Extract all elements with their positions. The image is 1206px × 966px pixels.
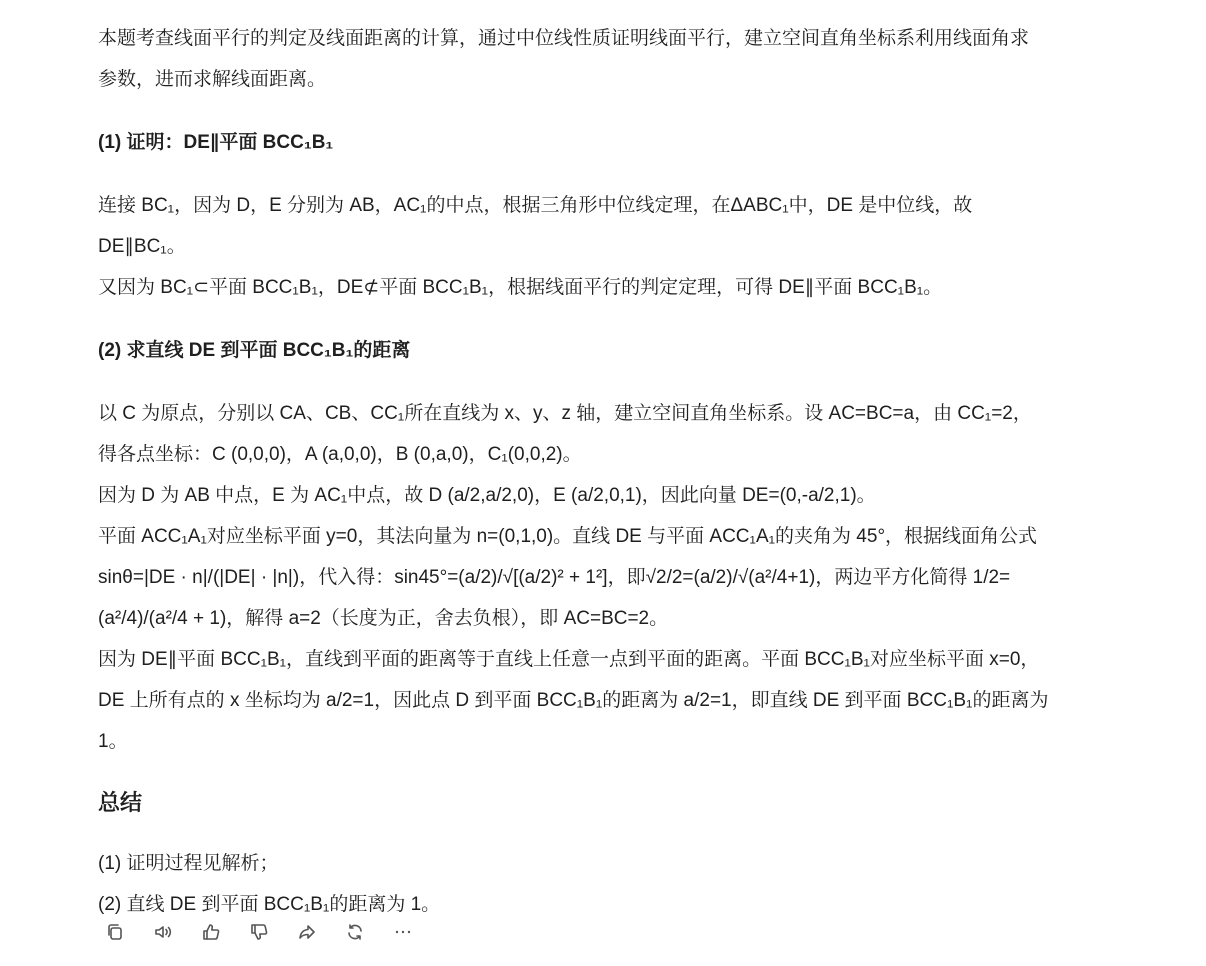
copy-icon — [105, 922, 125, 942]
part2-line-1: 以 C 为原点，分别以 CA、CB、CC₁所在直线为 x、y、z 轴，建立空间直角坐标系。设 AC=BC=a，由 CC₁=2， — [98, 403, 1032, 424]
intro-line-1: 本题考查线面平行的判定及线面距离的计算，通过中位线性质证明线面平行，建立空间直角坐标系利用线面角求 — [98, 28, 1030, 49]
regenerate-button[interactable] — [342, 919, 368, 945]
part2-line-2: 得各点坐标：C (0,0,0)，A (a,0,0)，B (0,a,0)，C₁(0,0,2)。 — [98, 444, 582, 465]
regenerate-icon — [345, 922, 365, 942]
part2-line-4: 平面 ACC₁A₁对应坐标平面 y=0，其法向量为 n=(0,1,0)。直线 DE 与平面 ACC₁A₁的夹角为 45°，根据线面角公式 — [98, 526, 1038, 547]
summary-heading: 总结 — [98, 790, 143, 815]
part2-line-7: 因为 DE∥平面 BCC₁B₁，直线到平面的距离等于直线上任意一点到平面的距离。平面 BCC₁B₁对应坐标平面 x=0， — [98, 649, 1040, 670]
more-button[interactable] — [390, 919, 416, 945]
part2-line-6: (a²/4)/(a²/4 + 1)，解得 a=2（长度为正，舍去负根），即 AC=BC=2。 — [98, 608, 669, 629]
thumbs-down-icon — [249, 922, 269, 942]
summary-line-1: (1) 证明过程见解析； — [98, 853, 279, 874]
intro-line-2: 参数，进而求解线面距离。 — [98, 69, 327, 90]
share-button[interactable] — [294, 919, 320, 945]
part2-line-9: 1。 — [98, 731, 128, 752]
thumbs-up-icon — [201, 922, 221, 942]
dislike-button[interactable] — [246, 919, 272, 945]
more-icon — [393, 922, 413, 942]
part1-line-3: 又因为 BC₁⊂平面 BCC₁B₁，DE⊄平面 BCC₁B₁，根据线面平行的判定定理，可得 DE∥平面 BCC₁B₁。 — [98, 277, 943, 298]
part2-line-3: 因为 D 为 AB 中点，E 为 AC₁中点，故 D (a/2,a/2,0)，E (a/2,0,1)，因此向量 DE=(0,-a/2,1)。 — [98, 485, 876, 506]
part2-heading: (2) 求直线 DE 到平面 BCC₁B₁的距离 — [98, 340, 411, 361]
summary-line-2: (2) 直线 DE 到平面 BCC₁B₁的距离为 1。 — [98, 894, 441, 915]
message-actions-toolbar — [102, 918, 416, 946]
copy-button[interactable] — [102, 919, 128, 945]
part1-heading: (1) 证明：DE∥平面 BCC₁B₁ — [98, 132, 334, 153]
share-icon — [297, 922, 317, 942]
like-button[interactable] — [198, 919, 224, 945]
read-aloud-button[interactable] — [150, 919, 176, 945]
part1-line-2: DE∥BC₁。 — [98, 236, 186, 257]
speaker-icon — [153, 922, 173, 942]
answer-content — [98, 18, 1198, 925]
part1-line-1: 连接 BC₁，因为 D，E 分别为 AB，AC₁的中点，根据三角形中位线定理，在ΔABC₁中，DE 是中位线，故 — [98, 195, 973, 216]
part2-line-8: DE 上所有点的 x 坐标均为 a/2=1，因此点 D 到平面 BCC₁B₁的距离为 a/2=1，即直线 DE 到平面 BCC₁B₁的距离为 — [98, 690, 1049, 711]
part2-line-5: sinθ=|DE · n|/(|DE| · |n|)，代入得：sin45°=(a/2)/√[(a/2)² + 1²]，即√2/2=(a/2)/√(a²/4+1)，两边平方化简得 1/2= — [98, 567, 1011, 588]
